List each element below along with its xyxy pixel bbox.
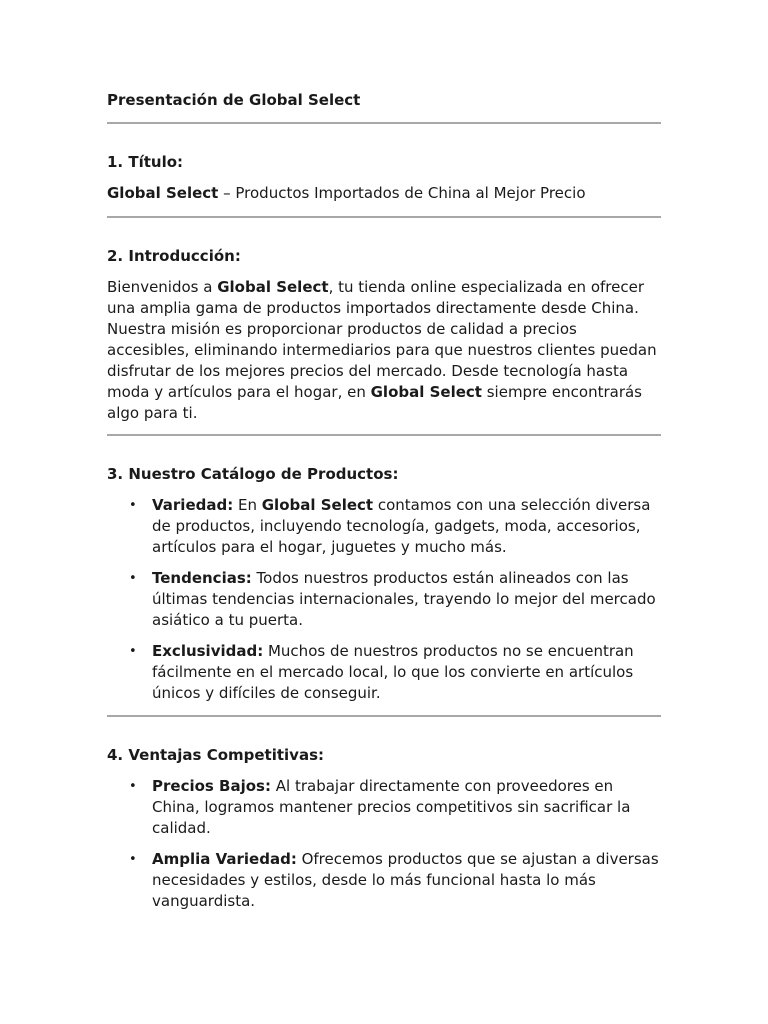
item-text: Muchos de nuestros productos no se encuentran fácilmente en el mercado local, lo que los convierte en artículos únicos y difíciles de conseguir. xyxy=(152,642,634,702)
item-label: Variedad: xyxy=(152,496,234,514)
item-text: contamos con una selección diversa de productos, incluyendo tecnología, gadgets, moda, accesorios, artículos para el hogar, juguetes y mucho más. xyxy=(152,496,651,556)
item-text: Ofrecemos productos que se ajustan a diversas necesidades y estilos, desde lo más funcional hasta lo más vanguardista. xyxy=(152,850,659,910)
item-label: Tendencias: xyxy=(152,569,252,587)
intro-text-3: siempre encontrarás algo para ti. xyxy=(107,383,642,422)
divider-2 xyxy=(107,216,661,218)
item-label: Precios Bajos: xyxy=(152,777,271,795)
list-item xyxy=(107,776,661,839)
divider-4 xyxy=(107,715,661,717)
item-label: Exclusividad: xyxy=(152,642,264,660)
brand-name: Global Select xyxy=(217,278,329,296)
section-1-heading: 1. Título: xyxy=(107,153,184,171)
section-3-heading: 3. Nuestro Catálogo de Productos: xyxy=(107,465,399,483)
section-catalog xyxy=(107,464,661,704)
list-item xyxy=(107,495,661,558)
list-item xyxy=(107,568,661,631)
section-1-text xyxy=(107,183,661,204)
brand-name: Global Select xyxy=(107,184,219,202)
list-item xyxy=(107,849,661,912)
section-2-heading: 2. Introducción: xyxy=(107,247,241,265)
subtitle-text: – Productos Importados de China al Mejor Precio xyxy=(218,184,586,202)
section-advantages xyxy=(107,745,661,912)
list-item xyxy=(107,641,661,704)
advantages-list xyxy=(107,776,661,912)
item-text: En xyxy=(233,496,262,514)
bullet-icon: • xyxy=(129,644,137,659)
catalog-list xyxy=(107,495,661,704)
bullet-icon: • xyxy=(129,779,137,794)
section-introduction xyxy=(107,246,661,424)
item-text: Todos nuestros productos están alineados con las últimas tendencias internacionales, trayendo lo mejor del mercado asiático a tu puerta. xyxy=(152,569,656,629)
section-title xyxy=(107,152,661,204)
bullet-icon: • xyxy=(129,571,137,586)
document-title: Presentación de Global Select xyxy=(107,91,361,109)
brand-name: Global Select xyxy=(261,496,374,514)
intro-text-1: Bienvenidos a xyxy=(107,278,218,296)
item-label: Amplia Variedad: xyxy=(152,850,297,868)
divider-3 xyxy=(107,434,661,436)
bullet-icon: • xyxy=(129,852,137,867)
intro-paragraph xyxy=(107,277,661,424)
bullet-icon: • xyxy=(129,498,137,513)
item-text: Al trabajar directamente con proveedores en China, logramos mantener precios competitivos sin sacrificar la calidad. xyxy=(152,777,631,837)
section-4-heading: 4. Ventajas Competitivas: xyxy=(107,746,325,764)
brand-name: Global Select xyxy=(370,383,482,401)
divider-1 xyxy=(107,122,661,124)
intro-text-2: , tu tienda online especializada en ofrecer una amplia gama de productos importados directamente desde China. Nuestra misión es proporcionar productos de calidad a precios accesibles, eliminando intermediarios para que nuestros clientes puedan disfrutar de los mejores precios del mercado. Desde tecnología hasta moda y artículos para el hogar, en xyxy=(107,278,657,401)
